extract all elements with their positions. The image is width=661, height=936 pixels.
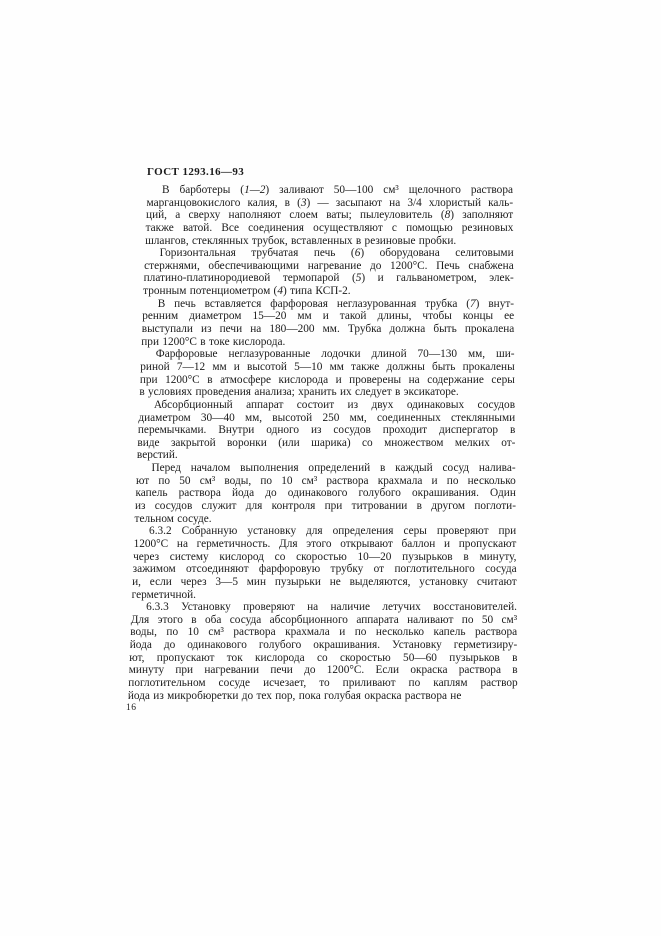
- text-line: ют по 50 см³ воды, по 10 см³ раствора крахмала и по несколько: [135, 474, 516, 487]
- text-line: йода из микробюретки до тех пор, пока голубая окраска раствора не: [127, 689, 462, 702]
- text-line: Горизонтальная трубчатая печь (6) оборудована селитовыми: [159, 247, 514, 260]
- paragraph: [131, 525, 518, 601]
- text-line: тельном сосуде.: [134, 512, 212, 525]
- figure-reference: 3: [300, 196, 307, 209]
- figure-reference: 8: [444, 209, 451, 222]
- text-line: через систему кислород со скоростью 10—20 пузырьков в минуту,: [133, 550, 517, 563]
- text-line: в условиях проведения анализа; хранить их следует в эксикаторе.: [139, 386, 459, 399]
- paragraph: [134, 462, 518, 525]
- text-line: и, если через 3—5 мин пузырьки не выделяются, установку считают: [132, 575, 517, 588]
- text-line: Фарфоровые неглазурованные лодочки длиной 70—130 мм, ши-: [155, 348, 515, 361]
- paragraph: [143, 247, 518, 298]
- text-line: Перед началом выполнения определений в каждый сосуд налива-: [151, 462, 516, 475]
- text-line: ренним диаметром 15—20 мм и такой длины, чтобы концы ее: [142, 310, 515, 323]
- text-line: виде закрытой воронки (или шарика) со множеством мелких от-: [137, 436, 516, 449]
- paragraph: [141, 297, 518, 349]
- text-line: поглотительном сосуде исчезает, то приливают по каплям раствор: [128, 676, 518, 689]
- paragraph: [147, 184, 518, 247]
- figure-reference: 4: [277, 285, 283, 298]
- text-line: Абсорбционный аппарат состоит из двух одинаковых сосудов: [153, 398, 516, 411]
- text-line: йода до одинакового голубого окрашивания. Установку герметизиру-: [129, 639, 518, 652]
- text-line: Для этого в оба сосуда абсорбционного аппарата наливают по 50 см³: [130, 613, 518, 626]
- text-line: ций, а сверху наполняют слоем ваты; пылеуловитель (8) заполняют: [146, 209, 514, 222]
- text-line: из сосудов служит для контроля при титровании в другом поглоти-: [135, 500, 516, 513]
- text-line: шлангов, стеклянных трубок, вставленных в резиновые пробки.: [145, 234, 457, 247]
- text-line: воды, по 10 см³ раствора крахмала и по несколько капель раствора: [130, 626, 518, 639]
- text-line: 6.3.3 Установку проверяют на наличие летучих восстановителей.: [146, 601, 517, 614]
- figure-reference: 7: [470, 297, 476, 310]
- text-line: минуту при нагревании печи до 1200°С. Если окраска раствора в: [128, 664, 518, 677]
- body-text: [127, 184, 518, 702]
- text-line: зажимом отсоединяют фарфоровую трубку от поглотительного сосуда: [132, 563, 517, 576]
- paragraph: [136, 398, 518, 462]
- text-line: 6.3.2 Собранную установку для определения серы проверяют при: [149, 525, 517, 538]
- text-line: платино-платинородиевой термопарой (5) и гальванометром, элек-: [143, 272, 514, 285]
- text-line: марганцовокислого калия, в (3) — засыпают на 3/4 хлористый каль-: [146, 196, 514, 209]
- figure-reference: 6: [354, 247, 361, 260]
- figure-reference: 1—2: [244, 184, 266, 196]
- text-line: также ватой. Все соединения осуществляют с помощью резиновых: [145, 221, 514, 234]
- text-line: тронным потенциометром (4) типа КСП-2.: [143, 285, 351, 298]
- document-header: ГОСТ 1293.16—93: [147, 166, 245, 178]
- text-line: риной 7—12 мм и высотой 5—10 мм также должны быть прокалены: [140, 360, 515, 373]
- text-line: герметичной.: [131, 588, 197, 601]
- text-line: диаметром 30—40 мм, высотой 250 мм, соединенных стеклянными: [138, 411, 516, 424]
- text-line: при 1200°С в атмосфере кислорода и проверены на содержание серы: [139, 373, 515, 386]
- text-line: 1200°С на герметичность. Для этого открывают баллон и пропускают: [133, 537, 517, 550]
- text-line: верстий.: [136, 449, 178, 462]
- page-number: 16: [126, 703, 137, 713]
- text-line: выступали из печи на 180—200 мм. Трубка должна быть прокалена: [141, 323, 515, 336]
- text-line: перемычками. Внутри одного из сосудов проходит диспергатор в: [137, 424, 516, 437]
- text-line: стержнями, обеспечивающими нагревание до 1200°С. Печь снабжена: [144, 259, 514, 272]
- paragraph: [139, 348, 518, 399]
- text-line: при 1200°С в токе кислорода.: [141, 335, 286, 348]
- text-line: капель раствора йода до одинакового голубого окрашивания. Один: [135, 487, 516, 500]
- text-line: В барботеры (1—2) заливают 50—100 см³ щелочного раствора: [162, 184, 513, 196]
- text-line: ют, пропускают ток кислорода со скоростью 50—60 пузырьков в: [129, 651, 518, 664]
- paragraph: [127, 601, 518, 702]
- text-line: В печь вставляется фарфоровая неглазурованная трубка (7) внут-: [157, 297, 515, 310]
- figure-reference: 5: [355, 272, 362, 285]
